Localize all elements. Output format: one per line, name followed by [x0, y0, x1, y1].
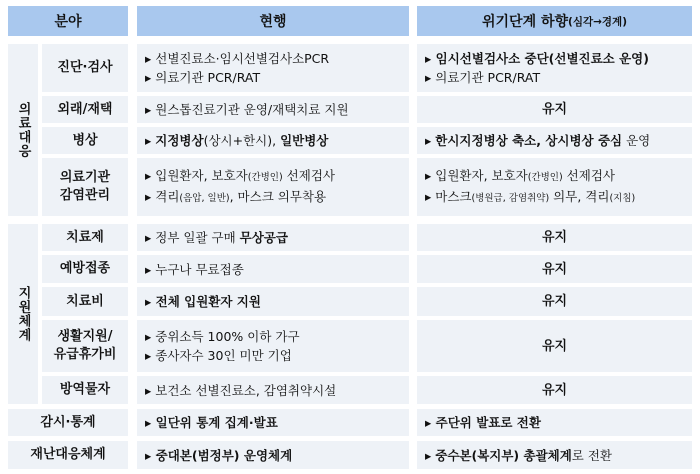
row-label-stats: 감시·통계 [8, 409, 128, 436]
current-stats [137, 409, 409, 436]
row-label-diagnosis: 진단·검사 [42, 44, 128, 92]
after-beds [417, 127, 692, 154]
current-cost [137, 287, 409, 316]
list-item: ▸ 원스톱진료기관 운영/재택치료 지원 [145, 102, 349, 117]
current-disaster [137, 441, 409, 469]
after-supplies: 유지 [417, 376, 692, 404]
header-current: 현행 [137, 6, 409, 36]
after-infection [417, 158, 692, 216]
row-label-cost: 치료비 [42, 287, 128, 316]
after-diagnosis [417, 44, 692, 92]
after-disaster [417, 441, 692, 469]
after-cost: 유지 [417, 287, 692, 316]
list-item: ▸ 임시선별검사소 중단(선별진료소 운영) [425, 51, 649, 66]
row-label-vaccine: 예방접종 [42, 255, 128, 283]
row-label-infection: 의료기관 감염관리 [42, 158, 128, 216]
row-label-outpatient: 외래/재택 [42, 96, 128, 123]
current-diagnosis [137, 44, 409, 92]
list-item: ▸ 한시지정병상 축소, 상시병상 중심 운영 [425, 133, 651, 148]
row-label-supplies: 방역물자 [42, 376, 128, 404]
header-category: 분야 [8, 6, 128, 36]
row-label-beds: 병상 [42, 127, 128, 154]
list-item: ▸ 입원환자, 보호자(간병인) 선제검사 [425, 168, 615, 183]
current-living [137, 320, 409, 372]
current-supplies [137, 376, 409, 404]
after-stats [417, 409, 692, 436]
list-item: ▸ 선별진료소·임시선별검사소PCR [145, 51, 330, 66]
current-treatment [137, 224, 409, 251]
group-medical: 의료대응 [8, 44, 38, 216]
current-beds [137, 127, 409, 154]
row-label-living: 생활지원/ 유급휴가비 [42, 320, 128, 372]
current-vaccine [137, 255, 409, 283]
list-item: ▸ 중수본(복지부) 총괄체계로 전환 [425, 447, 612, 463]
list-item: ▸ 의료기관 PCR/RAT [425, 70, 541, 85]
list-item: ▸ 입원환자, 보호자(간병인) 선제검사 [145, 168, 335, 183]
list-item: ▸ 의료기관 PCR/RAT [145, 70, 261, 85]
row-label-treatment: 치료제 [42, 224, 128, 251]
group-support: 지원체계 [8, 224, 38, 404]
list-item: ▸ 정부 일괄 구매 무상공급 [145, 230, 288, 245]
row-label-disaster: 재난대응체계 [8, 441, 128, 469]
after-treatment: 유지 [417, 224, 692, 251]
list-item: ▸ 격리(음압, 일반), 마스크 의무착용 [145, 189, 327, 204]
list-item: ▸ 중대본(범정부) 운영체계 [145, 447, 293, 463]
header-after-main: 위기단계 하향 [482, 14, 569, 30]
list-item: ▸ 종사자수 30인 미만 기업 [145, 348, 292, 363]
current-outpatient [137, 96, 409, 123]
list-item: ▸ 전체 입원환자 지원 [145, 294, 261, 309]
header-after [417, 6, 692, 36]
list-item: ▸ 누구나 무료접종 [145, 261, 244, 277]
list-item: ▸ 보건소 선별진료소, 감염취약시설 [145, 382, 337, 398]
list-item: ▸ 지정병상(상시+한시), 일반병상 [145, 133, 329, 148]
after-living: 유지 [417, 320, 692, 372]
after-vaccine: 유지 [417, 255, 692, 283]
list-item: ▸ 일단위 통계 집계·발표 [145, 415, 278, 430]
list-item: ▸ 주단위 발표로 전환 [425, 415, 541, 430]
after-outpatient: 유지 [417, 96, 692, 123]
list-item: ▸ 마스크(병원급, 감염취약) 의무, 격리(지침) [425, 189, 636, 204]
header-after-sub: (심각→경계) [568, 15, 627, 28]
list-item: ▸ 중위소득 100% 이하 가구 [145, 329, 300, 344]
current-infection [137, 158, 409, 216]
